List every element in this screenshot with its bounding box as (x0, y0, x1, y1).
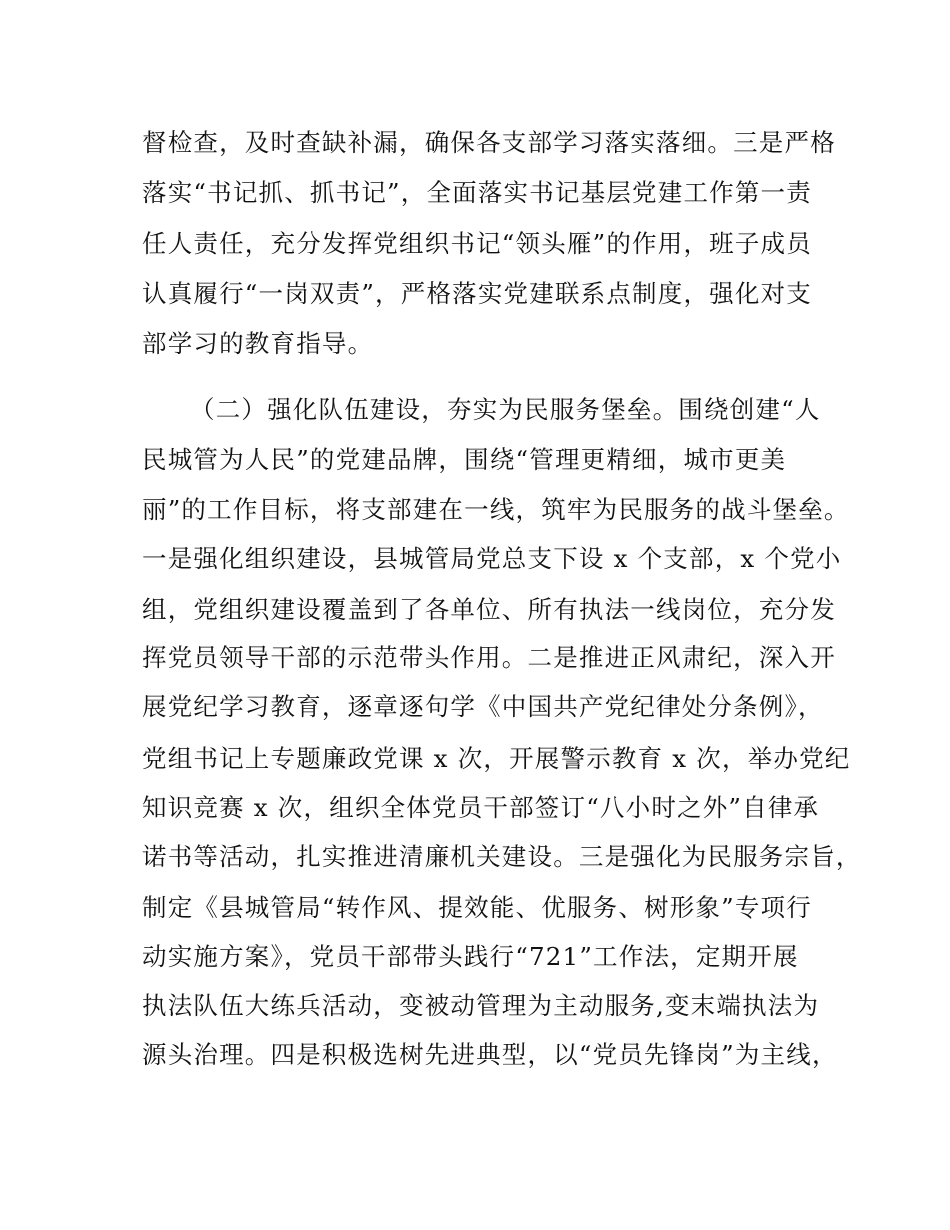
text-line: 展党纪学习教育，逐章逐句学《中国共产党纪律处分条例》， (142, 692, 824, 721)
text-line: 动实施方案》，党员干部带头践行“721”工作法，定期开展 (142, 942, 799, 971)
text-line: 组，党组织建设覆盖到了各单位、所有执法一线岗位，充分发 (142, 595, 836, 624)
text-line: 党组书记上专题廉政党课 x 次，开展警示教育 x 次，举办党纪 (142, 744, 851, 773)
text-line: 源头治理。四是积极选树先进典型，以“党员先锋岗”为主线， (142, 1040, 838, 1069)
text-line: 知识竞赛 x 次，组织全体党员干部签订“八小时之外”自律承 (142, 793, 820, 822)
text-line: 制定《县城管局“转作风、提效能、优服务、树形象”专项行 (142, 893, 812, 922)
text-line: 认真履行“一岗双责”，严格落实党建联系点制度，强化对支 (142, 279, 812, 308)
section-heading-line: （二）强化队伍建设，夯实为民服务堡垒。围绕创建“人 (190, 395, 821, 424)
text-line: 任人责任，充分发挥党组织书记“领头雁”的作用，班子成员 (142, 229, 812, 258)
text-line: 诺书等活动，扎实推进清廉机关建设。三是强化为民服务宗旨， (142, 842, 862, 871)
text-line: 一是强化组织建设，县城管局党总支下设 x 个支部，x 个党小 (142, 544, 842, 573)
text-line: 执法队伍大练兵活动，变被动管理为主动服务,变末端执法为 (142, 991, 820, 1020)
text-line: 部学习的教育指导。 (142, 329, 374, 358)
text-line: 挥党员领导干部的示范带头作用。二是推进正风肃纪，深入开 (142, 643, 836, 672)
text-line: 督检查，及时查缺补漏，确保各支部学习落实落细。三是严格 (142, 128, 836, 157)
text-line: 丽”的工作目标，将支部建在一线，筑牢为民服务的战斗堡垒。 (142, 495, 850, 524)
text-line: 落实“书记抓、抓书记”，全面落实书记基层党建工作第一责 (142, 178, 812, 207)
text-line: 民城管为人民”的党建品牌，围绕“管理更精细，城市更美 (142, 445, 787, 474)
